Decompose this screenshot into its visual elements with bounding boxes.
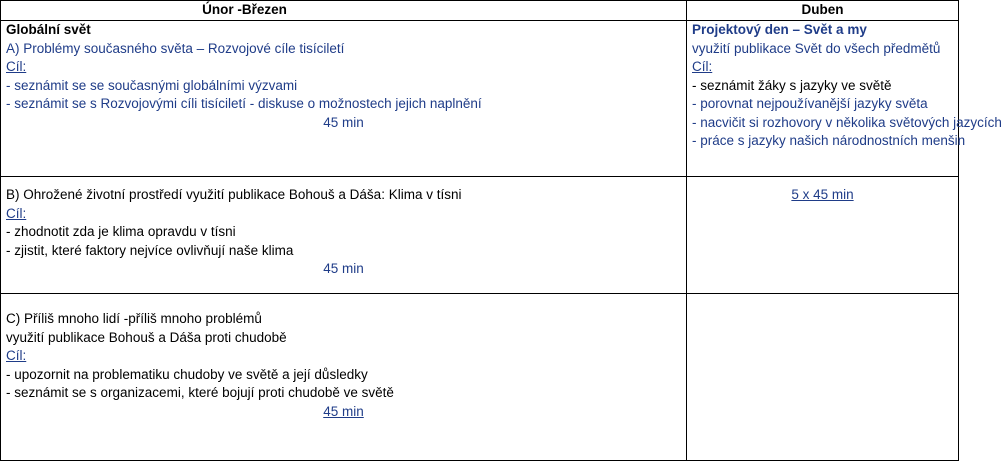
header-row (1, 1, 959, 21)
goal-item: - zhodnotit zda je klima opravdu v tísni (6, 224, 236, 239)
goal-item: - upozornit na problematiku chudoby ve světě a její důsledky (6, 366, 368, 382)
table-row (1, 21, 959, 177)
project-title: Projektový den – Svět a my (692, 22, 867, 37)
cell-poverty (1, 294, 687, 461)
header-duben: Duben (687, 1, 959, 21)
goal-item: - seznámit se s Rozvojovými cíli tisíciletí - diskuse o možnostech jejich naplnění (6, 96, 482, 111)
goal-item: - seznámit žáky s jazyky ve světě (692, 77, 892, 93)
duration-label: 45 min (323, 261, 364, 276)
goal-label: Cíl: (6, 205, 27, 221)
goal-item: - seznámit se se současnými globálními výzvami (6, 77, 298, 93)
goal-item: - práce s jazyky našich národnostních menšin (692, 133, 966, 148)
section-title: C) Příliš mnoho lidí -příliš mnoho problémů (6, 311, 262, 326)
cell-environment (1, 177, 687, 294)
section-title: B) Ohrožené životní prostředí využití publikace Bohouš a Dáša: Klima v tísni (6, 187, 462, 202)
topic-title: A) Problémy současného světa – Rozvojové cíle tisíciletí (6, 40, 345, 56)
table-row (1, 294, 959, 461)
header-unor-brezen: Únor -Březen (1, 1, 687, 21)
goal-item: - nacvičit si rozhovory v několika světových jazycích (692, 114, 1002, 130)
cell-global-world (1, 21, 687, 177)
goal-item: - seznámit se s organizacemi, které bojují proti chudobě ve světě (6, 385, 394, 400)
goal-item: - zjistit, které faktory nejvíce ovlivňují naše klima (6, 242, 294, 258)
cell-empty (687, 294, 959, 461)
goal-label: Cíl: (6, 59, 27, 74)
project-subtitle: využití publikace Svět do všech předmětů (692, 40, 941, 56)
topic-subtitle: využití publikace Bohouš a Dáša proti chudobě (6, 329, 287, 345)
goal-label: Cíl: (692, 59, 713, 74)
duration-label: 5 x 45 min (791, 187, 854, 202)
cell-project-duration (687, 177, 959, 294)
duration-label: 45 min (323, 114, 364, 130)
table-row (1, 177, 959, 294)
goal-label: Cíl: (6, 348, 27, 363)
section-title: Globální svět (6, 22, 91, 37)
goal-item: - porovnat nejpoužívanější jazyky světa (692, 96, 928, 111)
duration-label: 45 min (323, 403, 364, 419)
cell-project-day (687, 21, 1002, 177)
